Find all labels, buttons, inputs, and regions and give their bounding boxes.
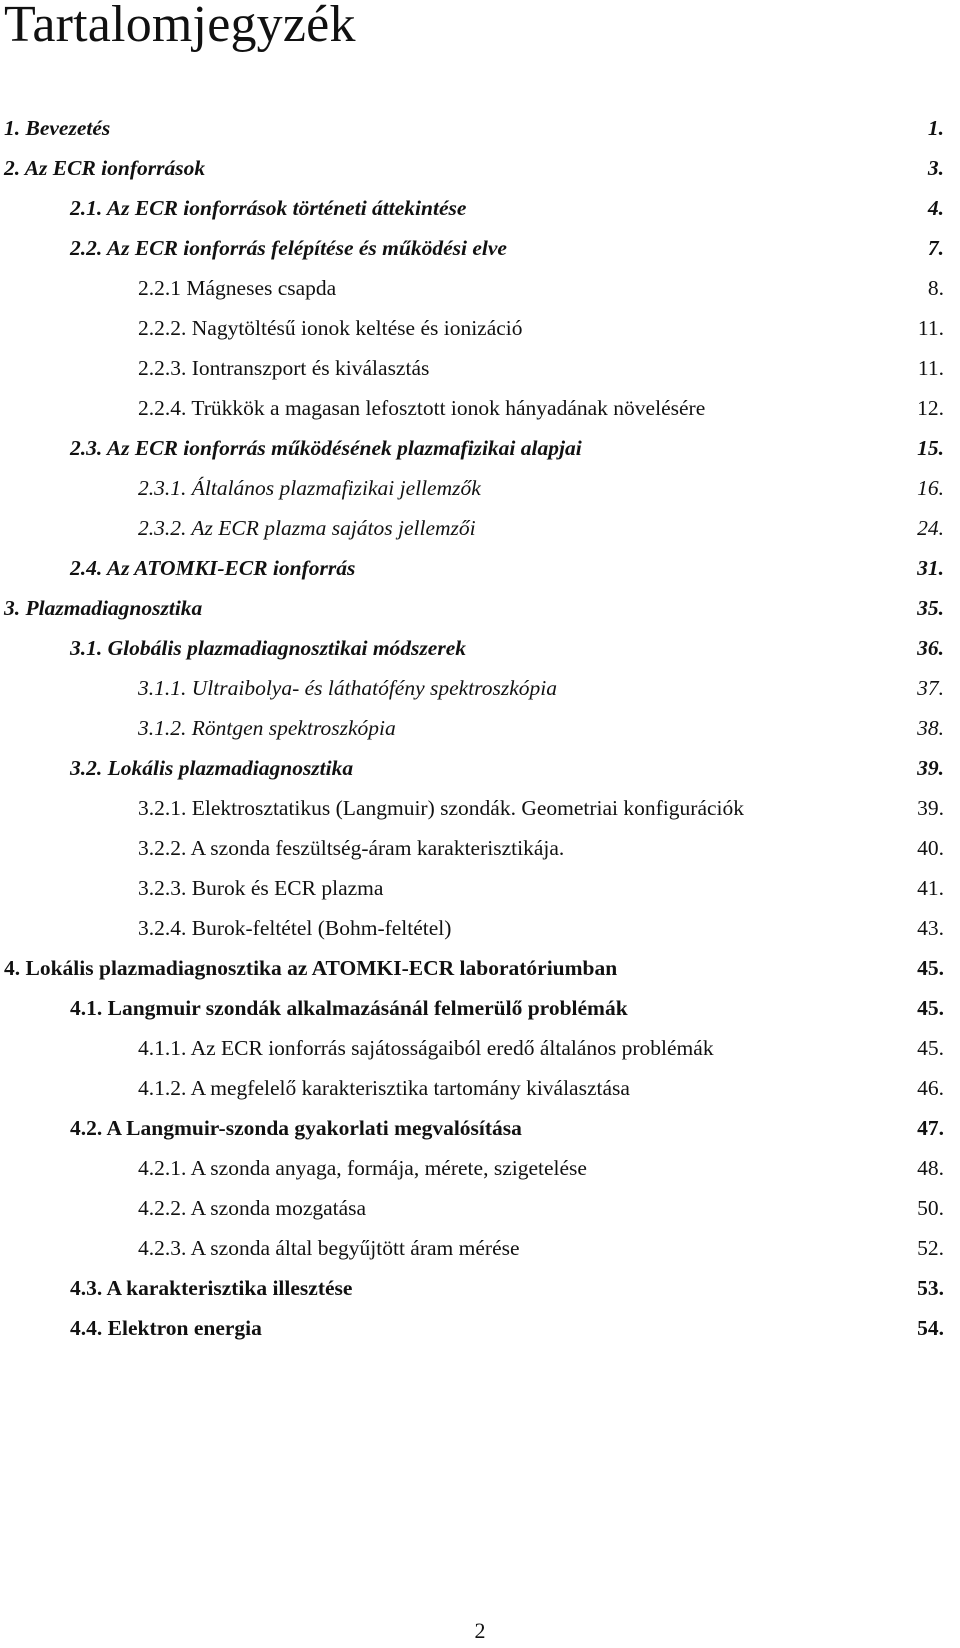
toc-entry[interactable] xyxy=(0,268,960,308)
toc-entry-title: 4.1.2. A megfelelő karakterisztika tartomány kiválasztása xyxy=(138,1076,630,1100)
toc-entry[interactable] xyxy=(0,828,960,868)
toc-entry-page: 11. xyxy=(917,356,944,380)
toc-entry-page: 24. xyxy=(917,516,944,540)
toc-entry[interactable] xyxy=(0,1268,960,1308)
toc-entry-title: 3.1. Globális plazmadiagnosztikai módszerek xyxy=(70,636,466,660)
toc-entry-page: 36. xyxy=(917,636,944,660)
toc-entry-title: 3.2.2. A szonda feszültség-áram karakterisztikája. xyxy=(138,836,565,860)
toc-entry-title: 3.2.3. Burok és ECR plazma xyxy=(138,876,384,900)
toc-entry-title: 2.2.1 Mágneses csapda xyxy=(138,276,337,300)
toc-entry-page: 11. xyxy=(917,316,944,340)
toc-entry-page: 54. xyxy=(917,1316,944,1340)
toc-entry[interactable] xyxy=(0,548,960,588)
toc-entry[interactable] xyxy=(0,628,960,668)
toc-entry-title: 3.1.1. Ultraibolya- és láthatófény spektroszkópia xyxy=(138,676,557,700)
toc-entry-page: 45. xyxy=(917,956,944,980)
toc-entry-title: 2.3.2. Az ECR plazma sajátos jellemzői xyxy=(138,516,476,540)
toc-entry[interactable] xyxy=(0,148,960,188)
toc-entry-page: 45. xyxy=(917,1036,944,1060)
toc-entry[interactable] xyxy=(0,1308,960,1348)
toc-entry-page: 48. xyxy=(917,1156,944,1180)
toc-entry[interactable] xyxy=(0,1028,960,1068)
toc-entry-page: 50. xyxy=(917,1196,944,1220)
toc-entry-title: 4.2. A Langmuir-szonda gyakorlati megvalósítása xyxy=(70,1116,522,1140)
toc-entry-page: 38. xyxy=(917,716,944,740)
toc-entry[interactable] xyxy=(0,588,960,628)
toc-entry[interactable] xyxy=(0,428,960,468)
toc-entry[interactable] xyxy=(0,1148,960,1188)
toc-entry-page: 52. xyxy=(917,1236,944,1260)
toc-entry-title: 4.1.1. Az ECR ionforrás sajátosságaiból eredő általános problémák xyxy=(138,1036,714,1060)
toc-entry[interactable] xyxy=(0,388,960,428)
page-number: 2 xyxy=(474,1618,486,1643)
toc-entry-page: 4. xyxy=(927,196,944,220)
table-of-contents xyxy=(0,108,960,1348)
toc-entry[interactable] xyxy=(0,788,960,828)
toc-entry-title: 3.2. Lokális plazmadiagnosztika xyxy=(70,756,354,780)
toc-entry[interactable] xyxy=(0,468,960,508)
toc-entry[interactable] xyxy=(0,1108,960,1148)
toc-entry-title: 2. Az ECR ionforrások xyxy=(4,156,206,180)
toc-entry-title: 4.3. A karakterisztika illesztése xyxy=(70,1276,353,1300)
toc-entry[interactable] xyxy=(0,748,960,788)
toc-entry-page: 35. xyxy=(917,596,944,620)
toc-entry-title: 1. Bevezetés xyxy=(4,116,111,140)
toc-entry-page: 7. xyxy=(927,236,944,260)
toc-entry-page: 46. xyxy=(917,1076,944,1100)
page-title: Tartalomjegyzék xyxy=(4,0,356,53)
toc-entry[interactable] xyxy=(0,708,960,748)
toc-entry-title: 4.2.3. A szonda által begyűjtött áram mérése xyxy=(138,1236,520,1260)
toc-entry-page: 8. xyxy=(927,276,944,300)
toc-entry[interactable] xyxy=(0,308,960,348)
toc-entry-page: 31. xyxy=(917,556,944,580)
toc-entry[interactable] xyxy=(0,1188,960,1228)
toc-entry-title: 4.2.1. A szonda anyaga, formája, mérete, szigetelése xyxy=(138,1156,587,1180)
toc-entry-title: 4.1. Langmuir szondák alkalmazásánál felmerülő problémák xyxy=(70,996,628,1020)
toc-entry-page: 12. xyxy=(917,396,944,420)
toc-entry-page: 3. xyxy=(927,156,944,180)
toc-entry-page: 40. xyxy=(917,836,944,860)
toc-entry-page: 47. xyxy=(917,1116,944,1140)
toc-entry-title: 3.2.4. Burok-feltétel (Bohm-feltétel) xyxy=(138,916,452,940)
toc-entry-page: 37. xyxy=(917,676,944,700)
toc-entry-page: 15. xyxy=(917,436,944,460)
toc-entry[interactable] xyxy=(0,188,960,228)
toc-entry-title: 2.3. Az ECR ionforrás működésének plazmafizikai alapjai xyxy=(70,436,582,460)
toc-entry-title: 4.2.2. A szonda mozgatása xyxy=(138,1196,367,1220)
toc-entry-title: 2.3.1. Általános plazmafizikai jellemzők xyxy=(138,476,481,500)
toc-entry-page: 53. xyxy=(917,1276,944,1300)
toc-entry-title: 4.4. Elektron energia xyxy=(70,1316,262,1340)
toc-entry-title: 2.2.4. Trükkök a magasan lefosztott ionok hányadának növelésére xyxy=(138,396,706,420)
toc-entry[interactable] xyxy=(0,868,960,908)
toc-entry-page: 41. xyxy=(917,876,944,900)
toc-entry-title: 4. Lokális plazmadiagnosztika az ATOMKI-ECR laboratóriumban xyxy=(4,956,618,980)
toc-entry[interactable] xyxy=(0,988,960,1028)
toc-entry-title: 2.4. Az ATOMKI-ECR ionforrás xyxy=(70,556,356,580)
toc-entry-title: 2.1. Az ECR ionforrások történeti áttekintése xyxy=(70,196,467,220)
toc-entry-page: 39. xyxy=(917,796,944,820)
toc-entry[interactable] xyxy=(0,108,960,148)
toc-entry-page: 1. xyxy=(927,116,944,140)
toc-entry-page: 45. xyxy=(917,996,944,1020)
toc-entry-page: 16. xyxy=(917,476,944,500)
toc-entry[interactable] xyxy=(0,668,960,708)
toc-entry-title: 2.2.3. Iontranszport és kiválasztás xyxy=(138,356,430,380)
toc-entry[interactable] xyxy=(0,508,960,548)
toc-entry[interactable] xyxy=(0,1068,960,1108)
toc-entry-title: 2.2.2. Nagytöltésű ionok keltése és ionizáció xyxy=(138,316,523,340)
toc-entry-title: 2.2. Az ECR ionforrás felépítése és működési elve xyxy=(70,236,507,260)
toc-entry-title: 3.2.1. Elektrosztatikus (Langmuir) szondák. Geometriai konfigurációk xyxy=(138,796,745,820)
toc-entry-title: 3.1.2. Röntgen spektroszkópia xyxy=(138,716,396,740)
toc-entry[interactable] xyxy=(0,1228,960,1268)
toc-entry[interactable] xyxy=(0,228,960,268)
toc-entry-title: 3. Plazmadiagnosztika xyxy=(4,596,203,620)
toc-entry[interactable] xyxy=(0,348,960,388)
toc-entry-page: 39. xyxy=(917,756,944,780)
toc-entry-page: 43. xyxy=(917,916,944,940)
toc-entry[interactable] xyxy=(0,948,960,988)
toc-entry[interactable] xyxy=(0,908,960,948)
